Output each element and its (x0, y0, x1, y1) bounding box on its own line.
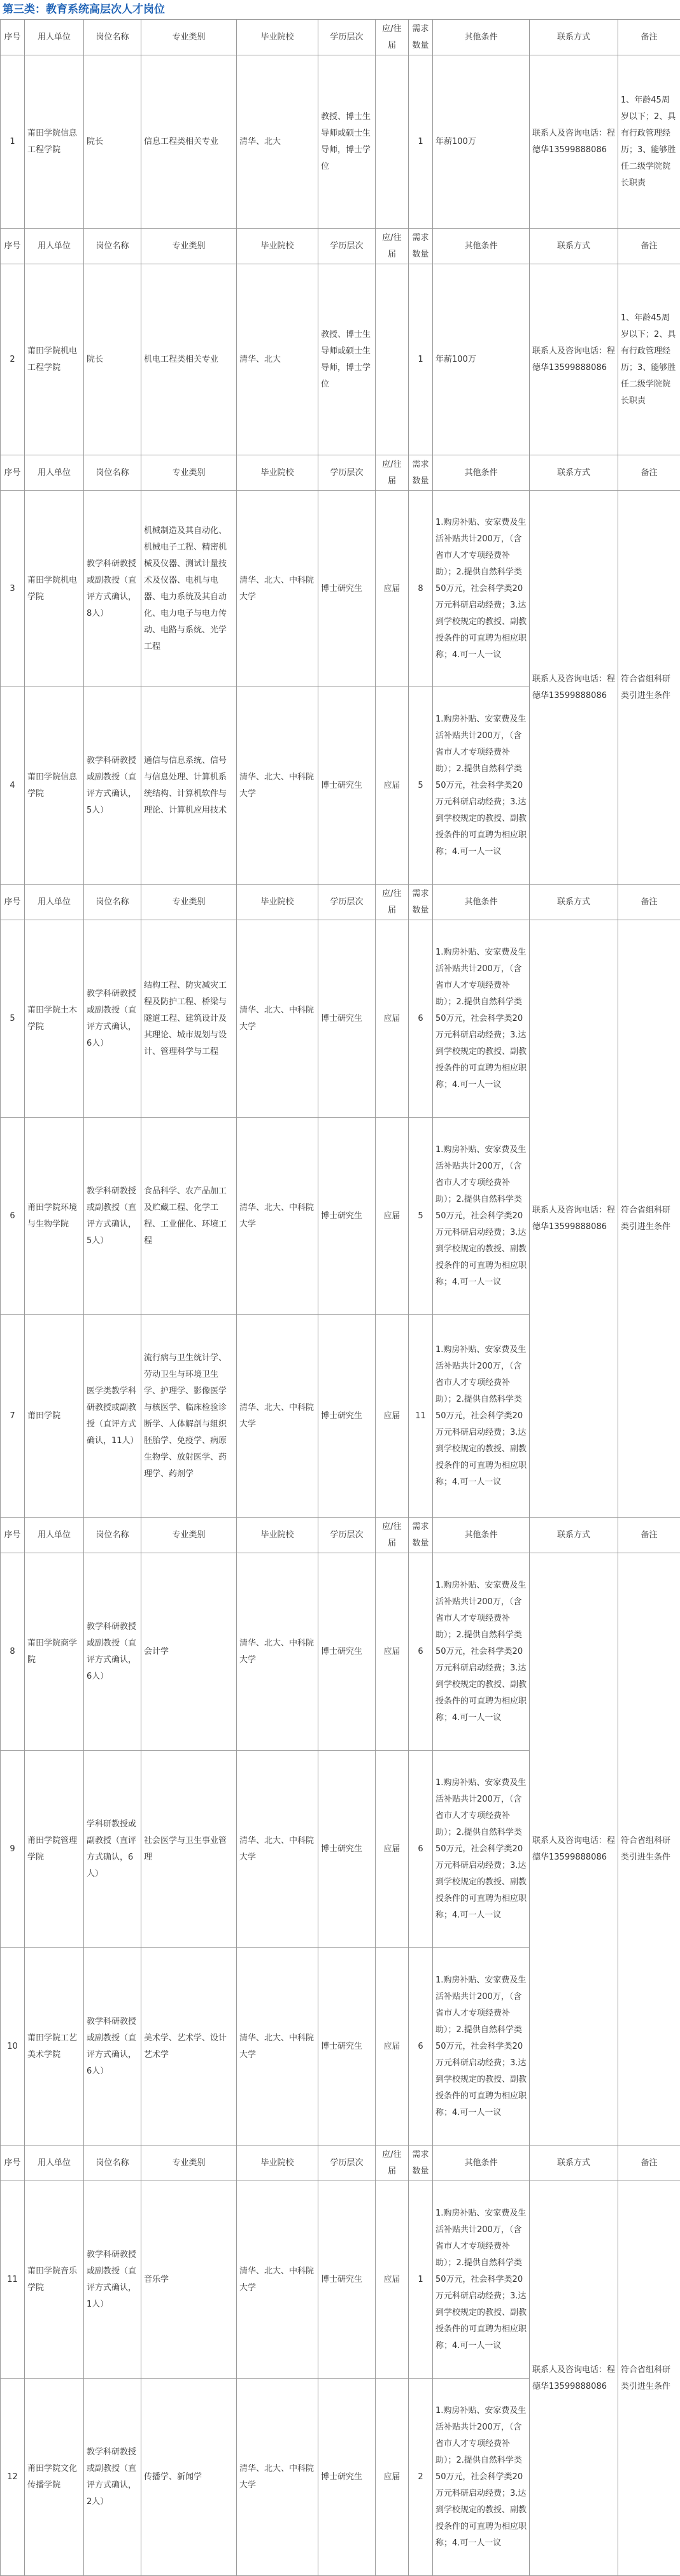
unit-cell: 莆田学院 (25, 1315, 84, 1518)
grad-cell: 应届 (376, 1948, 409, 2145)
header-cell-no: 序号 (1, 20, 25, 55)
unit-cell: 莆田学院工艺美术学院 (25, 1948, 84, 2145)
header-cell-contact: 联系方式 (530, 1518, 618, 1553)
post-cell: 教学科研教授或副教授（直评方式确认，6人） (84, 920, 141, 1118)
major-cell: 流行病与卫生统计学、劳动卫生与环境卫生学、护理学、影像医学与核医学、临床检验诊断学、人体解剖与组织胚胎学、免疫学、病原生物学、放射医学、药理学、药剂学 (141, 1315, 237, 1518)
table-row (1, 491, 680, 687)
contact-cell: 联系人及咨询电话：程德华13599888086 (530, 2181, 618, 2576)
no-cell: 5 (1, 920, 25, 1118)
remark-cell: 符合省组科研类引进生条件 (618, 920, 680, 1518)
count-cell: 6 (409, 1948, 433, 2145)
grad-cell: 应届 (376, 2379, 409, 2576)
header-cell-remark: 备注 (618, 229, 680, 264)
header-cell-school: 毕业院校 (237, 455, 318, 491)
header-cell-school: 毕业院校 (237, 885, 318, 920)
degree-cell: 教授、博士生导师或硕士生导师，博士学位 (318, 55, 376, 229)
no-cell: 10 (1, 1948, 25, 2145)
grad-cell: 应届 (376, 920, 409, 1118)
header-cell-remark: 备注 (618, 885, 680, 920)
major-cell: 结构工程、防灾减灾工程及防护工程、桥梁与隧道工程、建筑设计及其理论、城市规划与设计、管理科学与工程 (141, 920, 237, 1118)
degree-cell: 博士研究生 (318, 1948, 376, 2145)
other-cell: 1.购房补贴、安家费及生活补贴共计200万，（含省市人才专项经费补助）；2.提供自然科学类50万元，社会科学类20万元科研启动经费；3.达到学校规定的教授、副教授条件的可直聘为相应职称；4.可一人一议 (433, 1553, 530, 1751)
unit-cell: 莆田学院信息学院 (25, 687, 84, 885)
remark-cell: 符合省组科研类引进生条件 (618, 2181, 680, 2576)
header-cell-degree: 学历层次 (318, 2145, 376, 2181)
other-cell: 1.购房补贴、安家费及生活补贴共计200万，（含省市人才专项经费补助）；2.提供自然科学类50万元，社会科学类20万元科研启动经费；3.达到学校规定的教授、副教授条件的可直聘为相应职称；4.可一人一议 (433, 920, 530, 1118)
table-header-row (1, 229, 680, 264)
header-cell-school: 毕业院校 (237, 20, 318, 55)
school-cell: 清华、北大、中科院大学 (237, 491, 318, 687)
header-cell-major: 专业类别 (141, 455, 237, 491)
header-cell-grad: 应/往届 (376, 885, 409, 920)
degree-cell: 博士研究生 (318, 491, 376, 687)
school-cell: 清华、北大、中科院大学 (237, 2181, 318, 2379)
header-cell-count: 需求数量 (409, 885, 433, 920)
header-cell-major: 专业类别 (141, 229, 237, 264)
header-cell-school: 毕业院校 (237, 2145, 318, 2181)
header-cell-count: 需求数量 (409, 20, 433, 55)
post-cell: 医学类教学科研教授或副教授（直评方式确认，11人） (84, 1315, 141, 1518)
header-cell-contact: 联系方式 (530, 2145, 618, 2181)
grad-cell (376, 55, 409, 229)
grad-cell: 应届 (376, 2181, 409, 2379)
header-cell-count: 需求数量 (409, 229, 433, 264)
remark-cell: 1、年龄45周岁以下；2、具有行政管理经历；3、能够胜任二级学院院长职责 (618, 264, 680, 455)
header-cell-grad: 应/往届 (376, 2145, 409, 2181)
table-row (1, 2181, 680, 2379)
post-cell: 教学科研教授或副教授（直评方式确认，8人） (84, 491, 141, 687)
school-cell: 清华、北大、中科院大学 (237, 1553, 318, 1751)
unit-cell: 莆田学院文化传播学院 (25, 2379, 84, 2576)
table-row (1, 1553, 680, 1751)
no-cell: 7 (1, 1315, 25, 1518)
header-cell-major: 专业类别 (141, 20, 237, 55)
header-cell-other: 其他条件 (433, 229, 530, 264)
major-cell: 信息工程类相关专业 (141, 55, 237, 229)
header-cell-school: 毕业院校 (237, 229, 318, 264)
table-header-row (1, 1518, 680, 1553)
grad-cell: 应届 (376, 1751, 409, 1948)
school-cell: 清华、北大、中科院大学 (237, 687, 318, 885)
major-cell: 机械制造及其自动化、机械电子工程、精密机械及仪器、测试计量技术及仪器、电机与电器、电力系统及其自动化、电力电子与电力传动、电路与系统、光学工程 (141, 491, 237, 687)
header-cell-major: 专业类别 (141, 2145, 237, 2181)
header-cell-degree: 学历层次 (318, 229, 376, 264)
degree-cell: 博士研究生 (318, 1751, 376, 1948)
header-cell-other: 其他条件 (433, 20, 530, 55)
count-cell: 1 (409, 264, 433, 455)
grad-cell: 应届 (376, 1553, 409, 1751)
count-cell: 5 (409, 1118, 433, 1315)
contact-cell: 联系人及咨询电话：程德华13599888086 (530, 1553, 618, 2145)
header-cell-post: 岗位名称 (84, 2145, 141, 2181)
unit-cell: 莆田学院机电工程学院 (25, 264, 84, 455)
header-cell-school: 毕业院校 (237, 1518, 318, 1553)
header-cell-contact: 联系方式 (530, 455, 618, 491)
count-cell: 6 (409, 920, 433, 1118)
grad-cell: 应届 (376, 491, 409, 687)
header-cell-remark: 备注 (618, 455, 680, 491)
school-cell: 清华、北大、中科院大学 (237, 1315, 318, 1518)
other-cell: 1.购房补贴、安家费及生活补贴共计200万，（含省市人才专项经费补助）；2.提供自然科学类50万元，社会科学类20万元科研启动经费；3.达到学校规定的教授、副教授条件的可直聘为相应职称；4.可一人一议 (433, 2379, 530, 2576)
unit-cell: 莆田学院环境与生物学院 (25, 1118, 84, 1315)
unit-cell: 莆田学院音乐学院 (25, 2181, 84, 2379)
school-cell: 清华、北大 (237, 55, 318, 229)
header-cell-no: 序号 (1, 1518, 25, 1553)
no-cell: 2 (1, 264, 25, 455)
no-cell: 4 (1, 687, 25, 885)
school-cell: 清华、北大 (237, 264, 318, 455)
no-cell: 12 (1, 2379, 25, 2576)
unit-cell: 莆田学院商学院 (25, 1553, 84, 1751)
header-cell-contact: 联系方式 (530, 20, 618, 55)
header-cell-other: 其他条件 (433, 885, 530, 920)
no-cell: 6 (1, 1118, 25, 1315)
post-cell: 院长 (84, 55, 141, 229)
grad-cell (376, 264, 409, 455)
header-cell-remark: 备注 (618, 20, 680, 55)
other-cell: 1.购房补贴、安家费及生活补贴共计200万，（含省市人才专项经费补助）；2.提供自然科学类50万元，社会科学类20万元科研启动经费；3.达到学校规定的教授、副教授条件的可直聘为相应职称；4.可一人一议 (433, 1751, 530, 1948)
header-cell-unit: 用人单位 (25, 20, 84, 55)
other-cell: 年薪100万 (433, 55, 530, 229)
grad-cell: 应届 (376, 1118, 409, 1315)
header-cell-remark: 备注 (618, 2145, 680, 2181)
remark-cell: 符合省组科研类引进生条件 (618, 491, 680, 885)
post-cell: 教学科研教授或副教授（直评方式确认，5人） (84, 687, 141, 885)
jobs-table (0, 19, 680, 2576)
post-cell: 教学科研教授或副教授（直评方式确认，2人） (84, 2379, 141, 2576)
count-cell: 1 (409, 2181, 433, 2379)
other-cell: 1.购房补贴、安家费及生活补贴共计200万，（含省市人才专项经费补助）；2.提供自然科学类50万元，社会科学类20万元科研启动经费；3.达到学校规定的教授、副教授条件的可直聘为相应职称；4.可一人一议 (433, 1118, 530, 1315)
other-cell: 1.购房补贴、安家费及生活补贴共计200万，（含省市人才专项经费补助）；2.提供自然科学类50万元，社会科学类20万元科研启动经费；3.达到学校规定的教授、副教授条件的可直聘为相应职称；4.可一人一议 (433, 687, 530, 885)
no-cell: 1 (1, 55, 25, 229)
table-header-row (1, 455, 680, 491)
major-cell: 通信与信息系统、信号与信息处理、计算机系统结构、计算机软件与理论、计算机应用技术 (141, 687, 237, 885)
table-header-row (1, 20, 680, 55)
header-cell-count: 需求数量 (409, 1518, 433, 1553)
contact-cell: 联系人及咨询电话：程德华13599888086 (530, 920, 618, 1518)
header-cell-post: 岗位名称 (84, 1518, 141, 1553)
no-cell: 8 (1, 1553, 25, 1751)
major-cell: 机电工程类相关专业 (141, 264, 237, 455)
other-cell: 1.购房补贴、安家费及生活补贴共计200万，（含省市人才专项经费补助）；2.提供自然科学类50万元，社会科学类20万元科研启动经费；3.达到学校规定的教授、副教授条件的可直聘为相应职称；4.可一人一议 (433, 1315, 530, 1518)
post-cell: 学科研教授或副教授（直评方式确认，6人） (84, 1751, 141, 1948)
grad-cell: 应届 (376, 687, 409, 885)
header-cell-other: 其他条件 (433, 455, 530, 491)
header-cell-grad: 应/往届 (376, 229, 409, 264)
degree-cell: 博士研究生 (318, 1118, 376, 1315)
other-cell: 1.购房补贴、安家费及生活补贴共计200万，（含省市人才专项经费补助）；2.提供自然科学类50万元，社会科学类20万元科研启动经费；3.达到学校规定的教授、副教授条件的可直聘为相应职称；4.可一人一议 (433, 491, 530, 687)
header-cell-no: 序号 (1, 2145, 25, 2181)
major-cell: 美术学、艺术学、设计艺术学 (141, 1948, 237, 2145)
header-cell-count: 需求数量 (409, 2145, 433, 2181)
header-cell-post: 岗位名称 (84, 20, 141, 55)
post-cell: 教学科研教授或副教授（直评方式确认，1人） (84, 2181, 141, 2379)
header-cell-unit: 用人单位 (25, 1518, 84, 1553)
major-cell: 会计学 (141, 1553, 237, 1751)
other-cell: 1.购房补贴、安家费及生活补贴共计200万，（含省市人才专项经费补助）；2.提供自然科学类50万元，社会科学类20万元科研启动经费；3.达到学校规定的教授、副教授条件的可直聘为相应职称；4.可一人一议 (433, 2181, 530, 2379)
header-cell-grad: 应/往届 (376, 455, 409, 491)
degree-cell: 博士研究生 (318, 1315, 376, 1518)
unit-cell: 莆田学院土木学院 (25, 920, 84, 1118)
header-cell-count: 需求数量 (409, 455, 433, 491)
school-cell: 清华、北大、中科院大学 (237, 1751, 318, 1948)
header-cell-major: 专业类别 (141, 885, 237, 920)
header-cell-grad: 应/往届 (376, 1518, 409, 1553)
header-cell-contact: 联系方式 (530, 229, 618, 264)
other-cell: 1.购房补贴、安家费及生活补贴共计200万，（含省市人才专项经费补助）；2.提供自然科学类50万元，社会科学类20万元科研启动经费；3.达到学校规定的教授、副教授条件的可直聘为相应职称；4.可一人一议 (433, 1948, 530, 2145)
header-cell-degree: 学历层次 (318, 885, 376, 920)
degree-cell: 博士研究生 (318, 1553, 376, 1751)
remark-cell: 符合省组科研类引进生条件 (618, 1553, 680, 2145)
header-cell-no: 序号 (1, 455, 25, 491)
grad-cell: 应届 (376, 1315, 409, 1518)
header-cell-no: 序号 (1, 885, 25, 920)
degree-cell: 博士研究生 (318, 2379, 376, 2576)
header-cell-other: 其他条件 (433, 1518, 530, 1553)
degree-cell: 博士研究生 (318, 2181, 376, 2379)
section-title: 第三类：教育系统高层次人才岗位 (0, 0, 680, 19)
count-cell: 8 (409, 491, 433, 687)
header-cell-post: 岗位名称 (84, 229, 141, 264)
post-cell: 教学科研教授或副教授（直评方式确认，6人） (84, 1948, 141, 2145)
contact-cell: 联系人及咨询电话：程德华13599888086 (530, 264, 618, 455)
major-cell: 食品科学、农产品加工及贮藏工程、化学工程、工业催化、环境工程 (141, 1118, 237, 1315)
no-cell: 11 (1, 2181, 25, 2379)
school-cell: 清华、北大、中科院大学 (237, 920, 318, 1118)
post-cell: 教学科研教授或副教授（直评方式确认，6人） (84, 1553, 141, 1751)
header-cell-unit: 用人单位 (25, 455, 84, 491)
unit-cell: 莆田学院管理学院 (25, 1751, 84, 1948)
table-row (1, 920, 680, 1118)
count-cell: 2 (409, 2379, 433, 2576)
remark-cell: 1、年龄45周岁以下；2、具有行政管理经历；3、能够胜任二级学院院长职责 (618, 55, 680, 229)
post-cell: 院长 (84, 264, 141, 455)
header-cell-remark: 备注 (618, 1518, 680, 1553)
school-cell: 清华、北大、中科院大学 (237, 1948, 318, 2145)
header-cell-unit: 用人单位 (25, 885, 84, 920)
header-cell-no: 序号 (1, 229, 25, 264)
no-cell: 9 (1, 1751, 25, 1948)
table-row (1, 264, 680, 455)
post-cell: 教学科研教授或副教授（直评方式确认，5人） (84, 1118, 141, 1315)
degree-cell: 博士研究生 (318, 687, 376, 885)
count-cell: 1 (409, 55, 433, 229)
header-cell-unit: 用人单位 (25, 2145, 84, 2181)
major-cell: 音乐学 (141, 2181, 237, 2379)
table-header-row (1, 2145, 680, 2181)
count-cell: 6 (409, 1553, 433, 1751)
count-cell: 11 (409, 1315, 433, 1518)
header-cell-degree: 学历层次 (318, 20, 376, 55)
header-cell-contact: 联系方式 (530, 885, 618, 920)
header-cell-post: 岗位名称 (84, 455, 141, 491)
header-cell-post: 岗位名称 (84, 885, 141, 920)
degree-cell: 教授、博士生导师或硕士生导师，博士学位 (318, 264, 376, 455)
header-cell-other: 其他条件 (433, 2145, 530, 2181)
header-cell-degree: 学历层次 (318, 455, 376, 491)
unit-cell: 莆田学院机电学院 (25, 491, 84, 687)
count-cell: 6 (409, 1751, 433, 1948)
contact-cell: 联系人及咨询电话：程德华13599888086 (530, 55, 618, 229)
major-cell: 社会医学与卫生事业管理 (141, 1751, 237, 1948)
header-cell-major: 专业类别 (141, 1518, 237, 1553)
header-cell-grad: 应/往届 (376, 20, 409, 55)
contact-cell: 联系人及咨询电话：程德华13599888086 (530, 491, 618, 885)
header-cell-degree: 学历层次 (318, 1518, 376, 1553)
school-cell: 清华、北大、中科院大学 (237, 2379, 318, 2576)
header-cell-unit: 用人单位 (25, 229, 84, 264)
major-cell: 传播学、新闻学 (141, 2379, 237, 2576)
no-cell: 3 (1, 491, 25, 687)
school-cell: 清华、北大、中科院大学 (237, 1118, 318, 1315)
count-cell: 5 (409, 687, 433, 885)
other-cell: 年薪100万 (433, 264, 530, 455)
table-header-row (1, 885, 680, 920)
unit-cell: 莆田学院信息工程学院 (25, 55, 84, 229)
degree-cell: 博士研究生 (318, 920, 376, 1118)
table-row (1, 55, 680, 229)
